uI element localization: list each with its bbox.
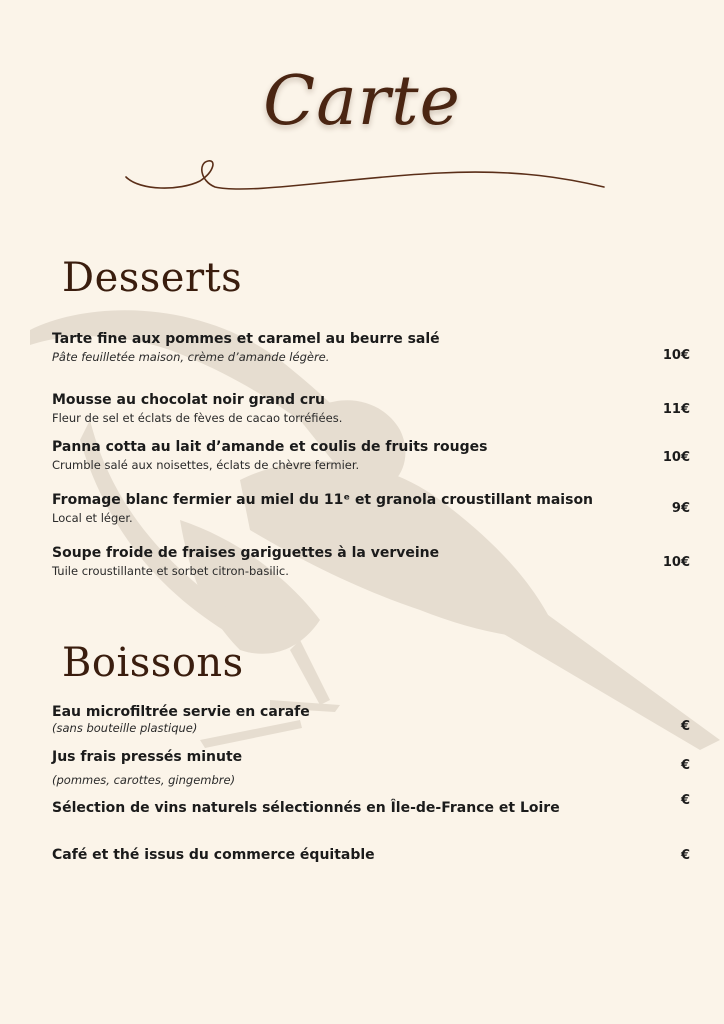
menu-item [52,800,692,816]
menu-item [52,545,692,578]
section-title-boissons: Boissons [62,640,244,686]
item-price: 9€ [671,501,690,516]
item-price: € [680,848,690,863]
menu-item [52,492,692,525]
section-title-desserts: Desserts [62,255,243,301]
page-title: Carte [263,62,461,141]
item-name: Fromage blanc fermier au miel du 11ᵉ et granola croustillant maison [52,492,594,508]
item-price: 10€ [662,348,690,363]
flourish-divider-icon [120,155,610,205]
menu-item [52,331,692,364]
item-name: Tarte fine aux pommes et caramel au beurre salé [52,331,440,347]
item-price: € [680,793,690,808]
item-name: Café et thé issus du commerce équitable [52,847,375,863]
item-price: 10€ [662,450,690,465]
item-name: Sélection de vins naturels sélectionnés en Île-de-France et Loire [52,800,560,816]
item-description: Crumble salé aux noisettes, éclats de chèvre fermier. [52,458,360,472]
menu-item [52,392,692,425]
item-description: Pâte feuilletée maison, crème d’amande légère. [52,350,330,364]
item-price: 11€ [662,402,690,417]
item-name: Mousse au chocolat noir grand cru [52,392,326,408]
item-name: Panna cotta au lait d’amande et coulis de fruits rouges [52,439,488,455]
item-description: (sans bouteille plastique) [52,721,198,735]
item-price: 10€ [662,555,690,570]
item-description: Fleur de sel et éclats de fèves de cacao torréfiées. [52,411,343,425]
item-description: (pommes, carottes, gingembre) [52,773,236,787]
item-name: Jus frais pressés minute [52,749,243,765]
item-price: € [680,719,690,734]
menu-item [52,439,692,472]
menu-item [52,749,692,787]
menu-item [52,704,692,735]
menu-item [52,847,692,863]
item-description: Tuile croustillante et sorbet citron-basilic. [52,564,289,578]
item-name: Eau microfiltrée servie en carafe [52,704,310,720]
item-description: Local et léger. [52,511,133,525]
item-price: € [680,758,690,773]
item-name: Soupe froide de fraises gariguettes à la verveine [52,545,440,561]
